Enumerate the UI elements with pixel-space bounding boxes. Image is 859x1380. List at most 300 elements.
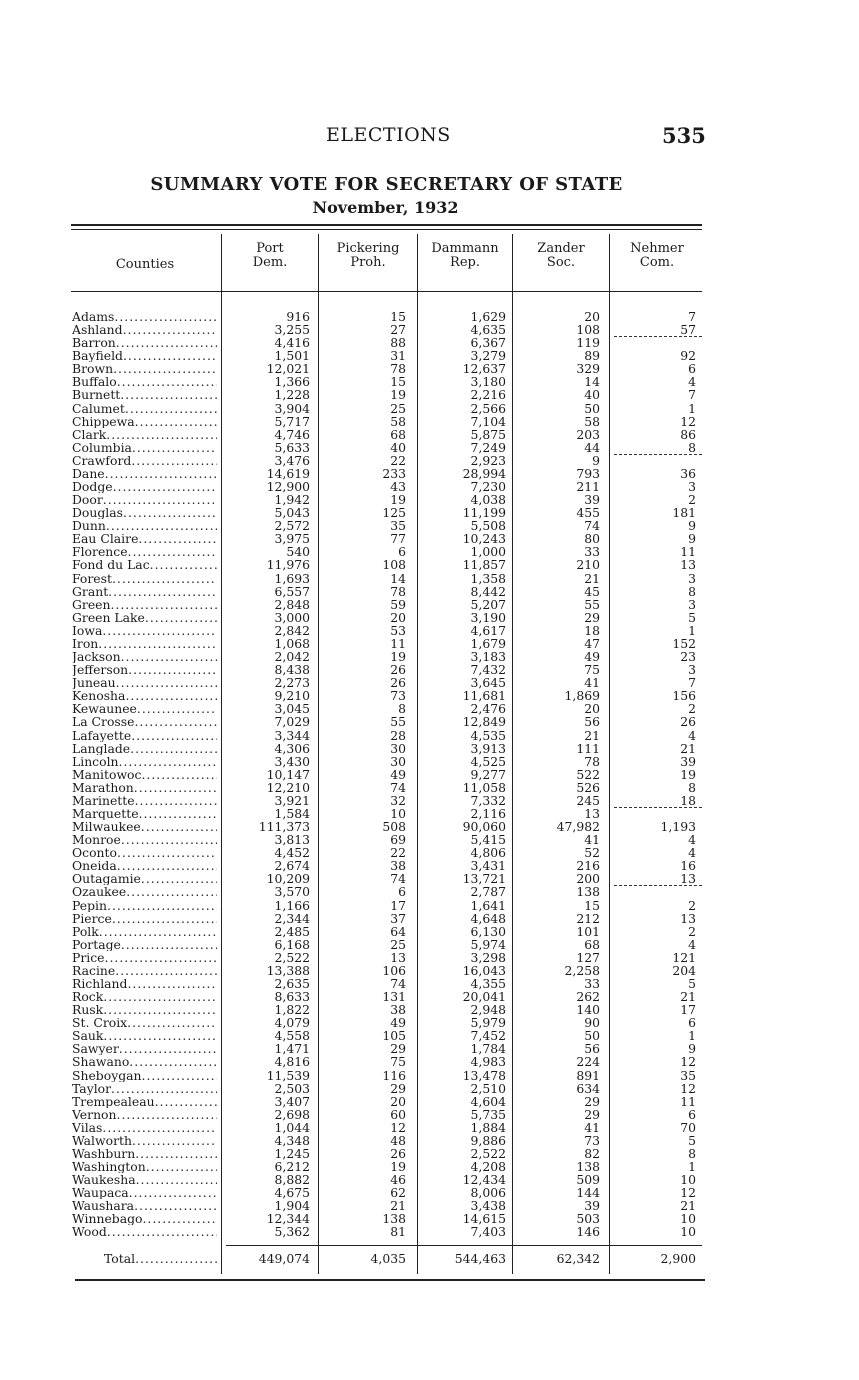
dammann-votes: 14,615 (462, 1211, 506, 1227)
pickering-votes: 32 (390, 792, 406, 808)
pickering-votes: 75 (390, 1054, 406, 1070)
zander-votes: 111 (576, 740, 600, 756)
nehmer-votes: 1 (688, 622, 696, 638)
dammann-votes: 1,784 (470, 1041, 506, 1057)
nehmer-votes: 7 (688, 309, 696, 324)
zander-votes: 21 (584, 570, 600, 586)
county-name: Kenosha ..... (72, 689, 217, 702)
port-votes: 1,471 (274, 1041, 310, 1057)
pickering-votes: 38 (390, 858, 406, 874)
dammann-votes: 4,648 (470, 910, 506, 926)
port-votes: 3,476 (274, 452, 310, 468)
port-votes: 4,416 (274, 335, 310, 351)
pickering-votes: 15 (390, 374, 406, 390)
port-votes: 1,228 (274, 387, 310, 403)
county-name: Lafayette ..... (72, 729, 217, 742)
dammann-votes: 90,060 (462, 819, 506, 835)
pickering-votes: 25 (390, 936, 406, 952)
county-name: Marquette ..... (72, 807, 217, 820)
county-name: Ashland ..... (72, 323, 217, 336)
port-votes: 10,147 (266, 766, 310, 782)
empty-cell-leader (614, 454, 702, 456)
zander-votes: 20 (584, 701, 600, 717)
dammann-votes: 8,442 (470, 583, 506, 599)
port-votes: 6,212 (274, 1159, 310, 1175)
port-votes: 14,619 (266, 465, 310, 481)
pickering-votes: 15 (390, 309, 406, 324)
port-votes: 2,572 (274, 518, 310, 534)
dammann-votes: 11,058 (462, 779, 506, 795)
county-name: Oconto ..... (72, 846, 217, 859)
pickering-votes: 19 (390, 492, 406, 508)
county-name: Florence ..... (72, 545, 217, 558)
county-name: Sheboygan ..... (72, 1069, 217, 1082)
county-name: Juneau ..... (72, 676, 217, 689)
port-votes: 1,942 (274, 492, 310, 508)
county-name: Adams ..... (72, 310, 217, 323)
dammann-votes: 4,355 (470, 975, 506, 991)
pickering-votes: 60 (390, 1106, 406, 1122)
county-name: Rusk ..... (72, 1003, 217, 1016)
dammann-votes: 10,243 (462, 531, 506, 547)
dammann-votes: 1,641 (470, 897, 506, 913)
zander-votes: 78 (584, 753, 600, 769)
table-row (0, 729, 859, 742)
dammann-votes: 3,183 (470, 649, 506, 665)
zander-votes: 200 (576, 871, 600, 887)
port-votes: 4,558 (274, 1028, 310, 1044)
dammann-votes: 12,434 (462, 1172, 506, 1188)
pickering-votes: 88 (390, 335, 406, 351)
dammann-votes: 5,979 (470, 1015, 506, 1031)
port-votes: 3,344 (274, 727, 310, 743)
port-votes: 5,043 (274, 505, 310, 521)
zander-votes: 216 (576, 858, 600, 874)
dammann-votes: 12,637 (462, 361, 506, 377)
county-name: Vilas ..... (72, 1121, 217, 1134)
county-name: St. Croix ..... (72, 1016, 217, 1029)
table-row (0, 637, 859, 650)
pickering-votes: 58 (390, 413, 406, 429)
zander-votes: 56 (584, 714, 600, 730)
pickering-votes: 26 (390, 662, 406, 678)
zander-votes: 9 (592, 452, 600, 468)
dammann-votes: 2,787 (470, 884, 506, 900)
pickering-votes: 25 (390, 400, 406, 416)
table-row (0, 846, 859, 859)
pickering-votes: 28 (390, 727, 406, 743)
zander-votes: 89 (584, 348, 600, 364)
table-row (0, 650, 859, 663)
nehmer-votes: 21 (680, 1198, 696, 1214)
table-row (0, 375, 859, 388)
county-name: Sawyer ..... (72, 1042, 217, 1055)
table-row (0, 964, 859, 977)
nehmer-votes: 9 (688, 1041, 696, 1057)
zander-votes: 212 (576, 910, 600, 926)
nehmer-votes: 13 (680, 557, 696, 573)
table-row (0, 1134, 859, 1147)
zander-votes: 47 (584, 635, 600, 651)
dammann-votes: 1,679 (470, 635, 506, 651)
county-name: Barron ..... (72, 336, 217, 349)
port-votes: 12,900 (266, 479, 310, 495)
dammann-votes: 3,913 (470, 740, 506, 756)
table-row (0, 885, 859, 898)
table-row (0, 1212, 859, 1225)
port-votes: 1,366 (274, 374, 310, 390)
pickering-votes: 59 (390, 596, 406, 612)
county-name: Calumet ..... (72, 402, 217, 415)
dammann-votes: 4,983 (470, 1054, 506, 1070)
nehmer-votes: 7 (688, 387, 696, 403)
nehmer-votes: 26 (680, 714, 696, 730)
nehmer-votes: 2 (688, 492, 696, 508)
dammann-votes: 4,806 (470, 845, 506, 861)
county-name: Oneida ..... (72, 859, 217, 872)
pickering-votes: 116 (382, 1067, 406, 1083)
nehmer-votes: 16 (680, 858, 696, 874)
header-nehmer-party: Com. (639, 255, 675, 270)
zander-votes: 50 (584, 400, 600, 416)
county-name: Langlade ..... (72, 742, 217, 755)
table-row (0, 820, 859, 833)
dammann-votes: 2,948 (470, 1002, 506, 1018)
table-row (0, 1108, 859, 1121)
table-row (0, 598, 859, 611)
port-votes: 3,921 (274, 792, 310, 808)
pickering-votes: 19 (390, 387, 406, 403)
nehmer-votes: 4 (688, 832, 696, 848)
pickering-votes: 37 (390, 910, 406, 926)
county-name: Polk ..... (72, 925, 217, 938)
nehmer-votes: 8 (688, 1146, 696, 1161)
county-name: Iowa ..... (72, 624, 217, 637)
table-row (0, 1016, 859, 1029)
county-name: Chippewa ..... (72, 415, 217, 428)
port-votes: 3,813 (274, 832, 310, 848)
nehmer-votes: 21 (680, 740, 696, 756)
county-name: Outagamie ..... (72, 872, 217, 885)
port-votes: 4,079 (274, 1015, 310, 1031)
county-name: Richland ..... (72, 977, 217, 990)
dammann-votes: 5,974 (470, 936, 506, 952)
nehmer-votes: 3 (688, 596, 696, 612)
zander-votes: 509 (576, 1172, 600, 1188)
table-row (0, 349, 859, 362)
table-row (0, 624, 859, 637)
table-row (0, 794, 859, 807)
dammann-votes: 7,230 (470, 479, 506, 495)
port-votes: 1,904 (274, 1198, 310, 1214)
zander-votes: 39 (584, 492, 600, 508)
dammann-votes: 7,104 (470, 413, 506, 429)
nehmer-votes: 1 (688, 1159, 696, 1175)
nehmer-votes: 9 (688, 518, 696, 534)
port-votes: 3,045 (274, 701, 310, 717)
port-votes: 9,210 (274, 688, 310, 704)
port-votes: 2,522 (274, 949, 310, 965)
zander-votes: 119 (576, 335, 600, 351)
dammann-votes: 13,721 (462, 871, 506, 887)
zander-votes: 262 (576, 989, 600, 1005)
table-row (0, 362, 859, 375)
port-votes: 1,245 (274, 1146, 310, 1161)
pickering-votes: 508 (382, 819, 406, 835)
pickering-votes: 19 (390, 649, 406, 665)
nehmer-votes: 2 (688, 701, 696, 717)
nehmer-votes: 12 (680, 1080, 696, 1096)
pickering-votes: 26 (390, 1146, 406, 1161)
table-row (0, 951, 859, 964)
county-name: Dunn ..... (72, 519, 217, 532)
zander-votes: 455 (576, 505, 600, 521)
table-row (0, 1199, 859, 1212)
zander-votes: 41 (584, 675, 600, 691)
port-votes: 2,485 (274, 923, 310, 939)
zander-votes: 224 (576, 1054, 600, 1070)
nehmer-votes: 17 (680, 1002, 696, 1018)
nehmer-votes: 1,193 (660, 819, 696, 835)
table-row (0, 415, 859, 428)
table-row (0, 558, 859, 571)
table-row (0, 611, 859, 624)
nehmer-votes: 8 (688, 779, 696, 795)
county-name: Marinette ..... (72, 794, 217, 807)
port-votes: 4,746 (274, 426, 310, 442)
zander-votes: 90 (584, 1015, 600, 1031)
port-votes: 2,273 (274, 675, 310, 691)
port-votes: 7,029 (274, 714, 310, 730)
county-name: Clark ..... (72, 428, 217, 441)
county-name: Jefferson ..... (72, 663, 217, 676)
port-votes: 2,674 (274, 858, 310, 874)
county-name: Pierce ..... (72, 912, 217, 925)
county-name: Eau Claire ..... (72, 532, 217, 545)
zander-votes: 44 (584, 439, 600, 455)
total-dammann: 544,463 (454, 1251, 506, 1266)
pickering-votes: 74 (390, 975, 406, 991)
pickering-votes: 49 (390, 1015, 406, 1031)
county-name: Washburn ..... (72, 1147, 217, 1160)
zander-votes: 80 (584, 531, 600, 547)
nehmer-votes: 12 (680, 1185, 696, 1201)
county-name: Washington ..... (72, 1160, 217, 1173)
port-votes: 13,388 (266, 962, 310, 978)
port-votes: 1,044 (274, 1119, 310, 1135)
table-row (0, 676, 859, 689)
pickering-votes: 74 (390, 779, 406, 795)
nehmer-votes: 36 (680, 465, 696, 481)
zander-votes: 329 (576, 361, 600, 377)
dammann-votes: 28,994 (462, 465, 506, 481)
dammann-votes: 5,735 (470, 1106, 506, 1122)
total-port: 449,074 (258, 1251, 310, 1266)
dammann-votes: 2,216 (470, 387, 506, 403)
zander-votes: 82 (584, 1146, 600, 1161)
nehmer-votes: 13 (680, 871, 696, 887)
header-pickering (319, 242, 417, 270)
county-name: Wood ..... (72, 1225, 217, 1238)
nehmer-votes: 2 (688, 923, 696, 939)
nehmer-votes: 21 (680, 989, 696, 1005)
county-name: Pepin ..... (72, 899, 217, 912)
table-row (0, 1147, 859, 1160)
dammann-votes: 2,566 (470, 400, 506, 416)
pickering-votes: 74 (390, 871, 406, 887)
pickering-votes: 11 (390, 635, 406, 651)
table-row (0, 768, 859, 781)
table-row (0, 323, 859, 336)
pickering-votes: 68 (390, 426, 406, 442)
port-votes: 1,584 (274, 805, 310, 821)
total-nehmer: 2,900 (660, 1251, 696, 1266)
pickering-votes: 38 (390, 1002, 406, 1018)
county-name: Dane ..... (72, 467, 217, 480)
port-votes: 2,635 (274, 975, 310, 991)
nehmer-votes: 156 (672, 688, 696, 704)
table-row (0, 336, 859, 349)
zander-votes: 101 (576, 923, 600, 939)
pickering-votes: 8 (398, 701, 406, 717)
county-name: Fond du Lac ..... (72, 558, 217, 571)
nehmer-votes: 181 (672, 505, 696, 521)
dammann-votes: 4,535 (470, 727, 506, 743)
port-votes: 2,503 (274, 1080, 310, 1096)
nehmer-votes: 1 (688, 1028, 696, 1044)
dammann-votes: 11,681 (462, 688, 506, 704)
pickering-votes: 22 (390, 845, 406, 861)
pickering-votes: 55 (390, 714, 406, 730)
dammann-votes: 4,604 (470, 1093, 506, 1109)
pickering-votes: 22 (390, 452, 406, 468)
total-zander: 62,342 (556, 1251, 600, 1266)
dammann-votes: 2,923 (470, 452, 506, 468)
nehmer-votes: 5 (688, 609, 696, 625)
top-rule-1 (71, 224, 702, 226)
nehmer-votes: 39 (680, 753, 696, 769)
header-counties: Counties (115, 257, 175, 272)
port-votes: 2,848 (274, 596, 310, 612)
header-rule (71, 291, 702, 292)
county-name: Lincoln ..... (72, 755, 217, 768)
county-name: Vernon ..... (72, 1108, 217, 1121)
pickering-votes: 6 (398, 884, 406, 900)
nehmer-votes: 5 (688, 975, 696, 991)
zander-votes: 140 (576, 1002, 600, 1018)
zander-votes: 503 (576, 1211, 600, 1227)
dammann-votes: 7,403 (470, 1224, 506, 1240)
pickering-votes: 233 (382, 465, 406, 481)
zander-votes: 15 (584, 897, 600, 913)
county-rows (0, 310, 859, 1239)
zander-votes: 14 (584, 374, 600, 390)
pickering-votes: 29 (390, 1041, 406, 1057)
port-votes: 2,698 (274, 1106, 310, 1122)
dammann-votes: 6,130 (470, 923, 506, 939)
nehmer-votes: 6 (688, 361, 696, 377)
pickering-votes: 131 (382, 989, 406, 1005)
total-rule (226, 1245, 702, 1246)
nehmer-votes: 10 (680, 1211, 696, 1227)
nehmer-votes: 57 (680, 322, 696, 338)
pickering-votes: 30 (390, 753, 406, 769)
county-name: Sauk ..... (72, 1029, 217, 1042)
header-pickering-party: Proh. (350, 255, 386, 270)
port-votes: 3,975 (274, 531, 310, 547)
dammann-votes: 1,629 (470, 309, 506, 324)
header-dammann-party: Rep. (450, 255, 480, 270)
empty-cell-leader (614, 807, 702, 809)
nehmer-votes: 18 (680, 792, 696, 808)
table-row (0, 977, 859, 990)
nehmer-votes: 6 (688, 1106, 696, 1122)
running-head (0, 124, 859, 150)
zander-votes: 29 (584, 1093, 600, 1109)
table-row (0, 663, 859, 676)
nehmer-votes: 204 (672, 962, 696, 978)
header-port (222, 242, 318, 270)
table-row (0, 990, 859, 1003)
pickering-votes: 21 (390, 1198, 406, 1214)
table-row (0, 1082, 859, 1095)
top-rule-2 (71, 229, 702, 230)
pickering-votes: 40 (390, 439, 406, 455)
table-row (0, 1042, 859, 1055)
table-row (0, 1055, 859, 1068)
nehmer-votes: 4 (688, 374, 696, 390)
nehmer-votes: 23 (680, 649, 696, 665)
dammann-votes: 9,886 (470, 1132, 506, 1148)
zander-votes: 108 (576, 322, 600, 338)
pickering-votes: 77 (390, 531, 406, 547)
pickering-votes: 73 (390, 688, 406, 704)
table-row (0, 1121, 859, 1134)
pickering-votes: 10 (390, 805, 406, 821)
table-row (0, 807, 859, 820)
county-name: Green Lake ..... (72, 611, 217, 624)
zander-votes: 55 (584, 596, 600, 612)
county-name: Trempealeau ..... (72, 1095, 217, 1108)
nehmer-votes: 11 (680, 1093, 696, 1109)
total-label: Total ..... (104, 1252, 219, 1265)
port-votes: 1,693 (274, 570, 310, 586)
county-name: Iron ..... (72, 637, 217, 650)
port-votes: 540 (286, 544, 310, 560)
county-name: Buffalo ..... (72, 375, 217, 388)
zander-votes: 20 (584, 309, 600, 324)
table-row (0, 938, 859, 951)
pickering-votes: 69 (390, 832, 406, 848)
dammann-votes: 3,298 (470, 949, 506, 965)
zander-votes: 146 (576, 1224, 600, 1240)
dammann-votes: 4,617 (470, 622, 506, 638)
table-row (0, 872, 859, 885)
nehmer-votes: 10 (680, 1224, 696, 1240)
port-votes: 1,068 (274, 635, 310, 651)
table-row (0, 859, 859, 872)
port-votes: 3,407 (274, 1093, 310, 1109)
nehmer-votes: 70 (680, 1119, 696, 1135)
dammann-votes: 3,190 (470, 609, 506, 625)
dammann-votes: 3,180 (470, 374, 506, 390)
nehmer-votes: 7 (688, 675, 696, 691)
nehmer-votes: 12 (680, 413, 696, 429)
dammann-votes: 7,332 (470, 792, 506, 808)
nehmer-votes: 3 (688, 662, 696, 678)
nehmer-votes: 4 (688, 845, 696, 861)
dammann-votes: 3,279 (470, 348, 506, 364)
